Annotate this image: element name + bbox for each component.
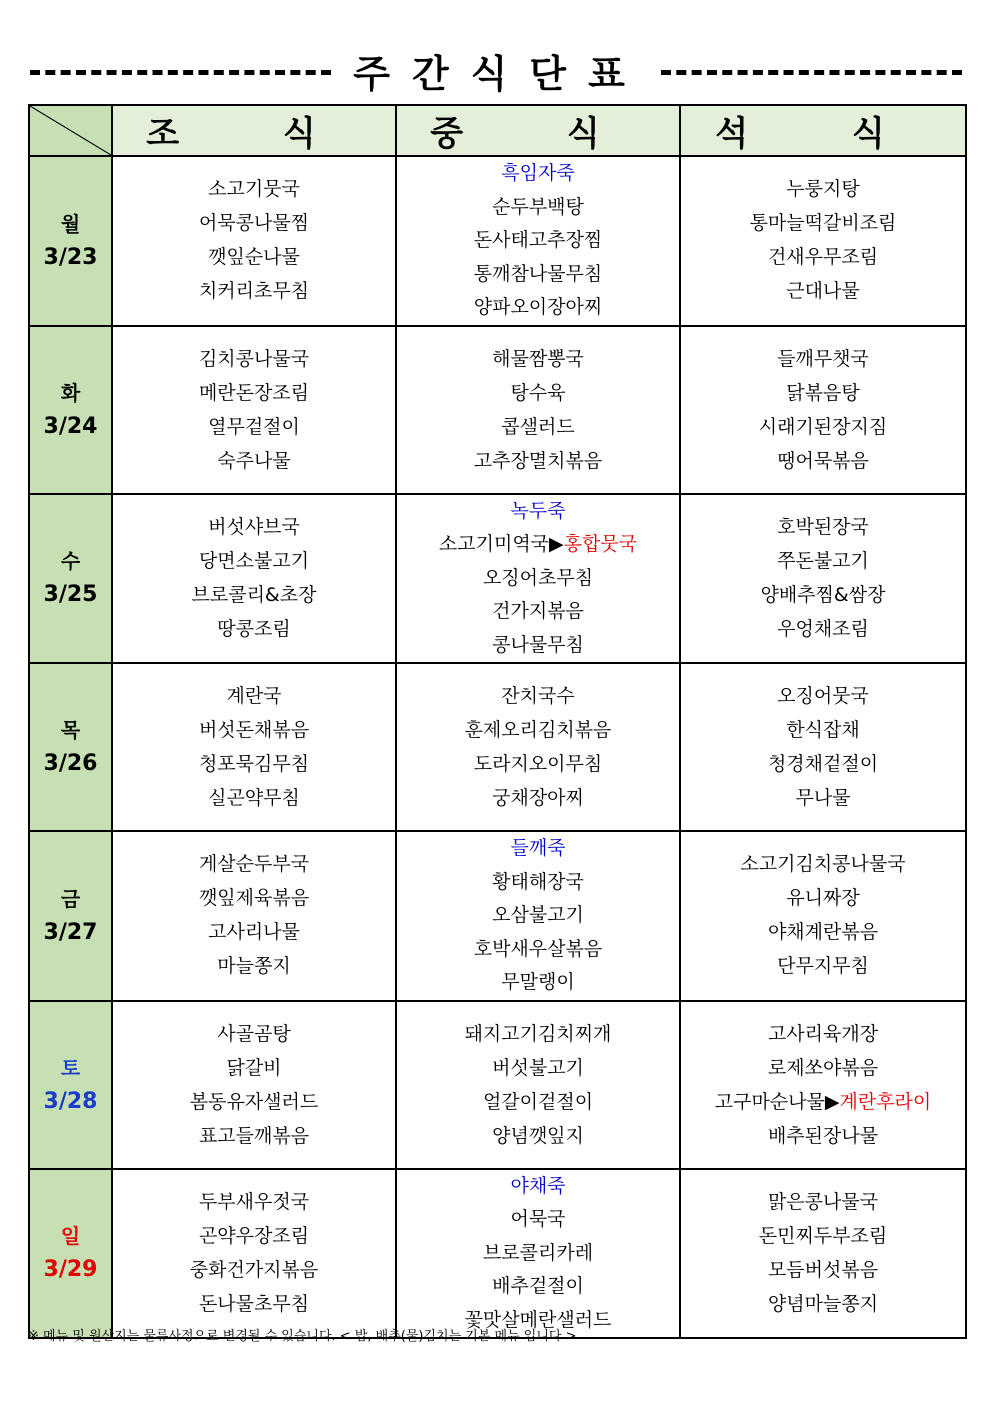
- menu-item: 로제쏘야볶음: [767, 1056, 879, 1079]
- day-date: 3/23: [43, 244, 98, 270]
- lunch-cell: [396, 1001, 680, 1169]
- day-cell: [29, 1169, 112, 1339]
- breakfast-cell: [112, 1001, 396, 1169]
- menu-item: 양파오이장아찌: [473, 296, 603, 318]
- menu-item: 돈나물초무침: [198, 1292, 310, 1315]
- table-row: [29, 831, 966, 1001]
- dinner-menu-list: [681, 664, 965, 815]
- menu-item: 오삼불고기: [492, 904, 584, 926]
- table-row: [29, 1001, 966, 1169]
- menu-item: 한식잡채: [786, 719, 860, 741]
- menu-item: 맑은콩나물국: [767, 1190, 879, 1213]
- lunch-menu-list: [397, 664, 679, 815]
- lunch-cell: [396, 326, 680, 494]
- menu-item: 열무겉절이: [208, 415, 300, 438]
- menu-item: [439, 528, 637, 562]
- menu-item: 돼지고기김치찌개: [464, 1022, 612, 1045]
- title-dash-right: [661, 70, 962, 75]
- dinner-menu-list: [681, 327, 965, 478]
- menu-item: 청포묵김무침: [198, 753, 310, 775]
- menu-item: 어묵국: [510, 1208, 566, 1230]
- menu-item: 실곤약무침: [208, 787, 300, 809]
- menu-item: 건가지볶음: [492, 600, 584, 622]
- menu-item: 호박새우살볶음: [473, 937, 603, 960]
- menu-item: 고추장멸치볶음: [473, 449, 603, 472]
- menu-item: 곤약우장조림: [198, 1224, 310, 1247]
- menu-item: 양념깻잎지: [492, 1124, 584, 1147]
- menu-item: 잔치국수: [501, 685, 575, 707]
- menu-item: 유니짜장: [786, 887, 860, 909]
- menu-item: 두부새우젓국: [198, 1190, 310, 1213]
- lunch-cell: [396, 156, 680, 326]
- menu-item: 어묵콩나물찜: [198, 212, 310, 234]
- day-cell: [29, 663, 112, 831]
- day-date: 3/25: [43, 582, 98, 608]
- weekly-menu-table: [28, 104, 967, 1339]
- day-name: 월: [60, 211, 81, 236]
- menu-item: 돈사태고추장찜: [473, 229, 603, 251]
- day-date: 3/29: [43, 1257, 98, 1283]
- menu-item: 청경채겉절이: [767, 753, 879, 775]
- page-title: 주간식단표: [353, 51, 647, 96]
- menu-item: 건새우무조림: [767, 246, 879, 268]
- menu-item: 콥샐러드: [501, 415, 575, 438]
- menu-item: 탕수육: [510, 381, 566, 404]
- dinner-cell: [680, 494, 966, 664]
- menu-item: 무말랭이: [501, 971, 575, 993]
- breakfast-cell: [112, 831, 396, 1001]
- menu-item: 계란국: [226, 685, 282, 707]
- menu-item: 야채계란볶음: [767, 921, 879, 943]
- day-date: 3/24: [43, 413, 98, 439]
- table-row: [29, 494, 966, 664]
- breakfast-menu-list: [113, 1002, 395, 1153]
- corner-cell: [29, 105, 112, 156]
- menu-item: 무나물: [795, 787, 851, 809]
- menu-item: 게살순두부국: [198, 853, 310, 875]
- menu-item: 고사리육개장: [767, 1022, 879, 1045]
- lunch-menu-list: [397, 1002, 679, 1153]
- lunch-menu-list: [397, 495, 679, 663]
- menu-item: 들깨무챗국: [777, 347, 869, 370]
- menu-item: 숙주나물: [217, 449, 291, 472]
- day-name: 수: [60, 549, 81, 574]
- menu-item: 버섯불고기: [492, 1056, 584, 1079]
- breakfast-cell: [112, 494, 396, 664]
- menu-item: 봄동유자샐러드: [189, 1090, 319, 1113]
- breakfast-menu-list: [113, 832, 395, 983]
- menu-item: 치커리초무침: [198, 280, 310, 302]
- breakfast-cell: [112, 663, 396, 831]
- menu-item-original: 소고기미역국▶: [438, 533, 564, 555]
- table-row: [29, 663, 966, 831]
- day-name: 금: [60, 886, 81, 911]
- dinner-cell: [680, 1169, 966, 1339]
- day-cell: [29, 1001, 112, 1169]
- lunch-menu-list: [397, 157, 679, 325]
- header-dinner: 석 식: [680, 105, 966, 156]
- menu-item: 표고들깨볶음: [198, 1124, 310, 1147]
- menu-item: 버섯돈채볶음: [198, 719, 310, 741]
- day-cell: [29, 494, 112, 664]
- menu-item: 단무지무침: [777, 955, 869, 977]
- menu-item: 배추된장나물: [767, 1124, 879, 1147]
- lunch-menu-list: [397, 832, 679, 1000]
- menu-item: 당면소불고기: [198, 549, 310, 572]
- breakfast-menu-list: [113, 1170, 395, 1321]
- day-cell: [29, 156, 112, 326]
- menu-item: 깻잎제육볶음: [198, 887, 310, 909]
- menu-item: 시래기된장지짐: [758, 415, 888, 438]
- table-row: [29, 156, 966, 326]
- lunch-cell: [396, 663, 680, 831]
- menu-item: 통깨참나물무침: [473, 262, 603, 285]
- dinner-cell: [680, 326, 966, 494]
- menu-item: 꽃맛살메란샐러드: [464, 1308, 612, 1331]
- footnote: ※ 메뉴 및 원산지는 물류사정으로 변경될 수 있습니다. < 밥, 배추(물)김치는 기본 메뉴 입니다 >: [28, 1329, 577, 1344]
- menu-item: 닭볶음탕: [786, 381, 860, 404]
- table-row: [29, 326, 966, 494]
- dinner-cell: [680, 831, 966, 1001]
- menu-item: 오징어뭇국: [777, 685, 869, 707]
- diagonal-line-icon: [30, 106, 111, 155]
- breakfast-menu-list: [113, 157, 395, 308]
- menu-item: 훈제오리김치볶음: [464, 719, 612, 741]
- menu-item: 흑임자죽: [501, 162, 575, 184]
- lunch-cell: [396, 831, 680, 1001]
- dinner-menu-list: [681, 1002, 965, 1153]
- menu-item: 소고기뭇국: [208, 178, 300, 200]
- menu-item: 소고기김치콩나물국: [740, 853, 906, 875]
- menu-item: 우엉채조림: [777, 617, 869, 640]
- menu-item-substitute: 계란후라이: [839, 1090, 932, 1113]
- day-date: 3/28: [43, 1088, 98, 1114]
- menu-item: 양념마늘쫑지: [767, 1292, 879, 1315]
- day-name: 목: [60, 718, 81, 742]
- menu-item: 콩나물무침: [492, 633, 584, 656]
- day-name: 화: [60, 380, 81, 405]
- breakfast-menu-list: [113, 327, 395, 478]
- menu-item: 궁채장아찌: [492, 787, 584, 809]
- menu-item: 고사리나물: [208, 921, 300, 943]
- menu-item: 누룽지탕: [786, 178, 860, 200]
- day-date: 3/27: [43, 919, 98, 945]
- menu-item: 통마늘떡갈비조림: [749, 212, 897, 234]
- page-title-bar: [30, 45, 962, 95]
- menu-item: 근대나물: [786, 280, 860, 302]
- menu-item: 브로콜리카레: [482, 1241, 594, 1264]
- menu-item: 돈민찌두부조림: [758, 1224, 888, 1247]
- dinner-menu-list: [681, 157, 965, 308]
- menu-item: 해물짬뽕국: [492, 347, 584, 370]
- menu-item: 쭈돈불고기: [777, 549, 869, 572]
- lunch-cell: [396, 494, 680, 664]
- menu-item: 순두부백탕: [492, 195, 584, 218]
- day-cell: [29, 831, 112, 1001]
- menu-item: 사골곰탕: [217, 1022, 291, 1045]
- menu-item: 배추겉절이: [492, 1275, 584, 1297]
- menu-item: 중화건가지볶음: [189, 1258, 319, 1281]
- breakfast-menu-list: [113, 495, 395, 646]
- day-cell: [29, 326, 112, 494]
- menu-item: 얼갈이겉절이: [482, 1090, 594, 1113]
- breakfast-cell: [112, 156, 396, 326]
- menu-item: 브로콜리&초장: [191, 583, 317, 606]
- lunch-menu-list: [397, 327, 679, 478]
- menu-item-original: 고구마순나물▶: [714, 1090, 840, 1113]
- lunch-cell: [396, 1169, 680, 1339]
- day-name: 일: [60, 1224, 81, 1249]
- menu-item: 녹두죽: [510, 499, 566, 522]
- menu-item: 버섯샤브국: [208, 515, 300, 538]
- menu-item: 오징어초무침: [482, 566, 594, 589]
- menu-item: 모듬버섯볶음: [767, 1258, 879, 1281]
- menu-item: 깻잎순나물: [208, 246, 300, 268]
- menu-item: 들깨죽: [510, 837, 566, 859]
- menu-item: 메란돈장조림: [198, 381, 310, 404]
- breakfast-menu-list: [113, 664, 395, 815]
- breakfast-cell: [112, 326, 396, 494]
- menu-item: 김치콩나물국: [198, 347, 310, 370]
- breakfast-cell: [112, 1169, 396, 1339]
- header-lunch: 중 식: [396, 105, 680, 156]
- menu-item-substitute: 홍합뭇국: [563, 533, 638, 555]
- menu-item: 야채죽: [510, 1174, 566, 1197]
- menu-item: [715, 1085, 932, 1119]
- day-date: 3/26: [43, 751, 98, 776]
- header-breakfast: 조 식: [112, 105, 396, 156]
- dinner-cell: [680, 663, 966, 831]
- day-name: 토: [60, 1055, 81, 1080]
- dinner-menu-list: [681, 1170, 965, 1321]
- dinner-cell: [680, 1001, 966, 1169]
- dinner-menu-list: [681, 832, 965, 983]
- menu-item: 도라지오이무침: [473, 753, 603, 775]
- table-row: [29, 1169, 966, 1339]
- menu-body: [29, 156, 966, 1338]
- dinner-menu-list: [681, 495, 965, 646]
- menu-item: 닭갈비: [226, 1056, 282, 1079]
- menu-item: 땅콩조림: [217, 617, 291, 640]
- menu-item: 마늘쫑지: [217, 955, 291, 977]
- lunch-menu-list: [397, 1170, 679, 1338]
- menu-item: 양배추찜&쌈장: [760, 583, 886, 606]
- menu-item: 땡어묵볶음: [777, 449, 869, 472]
- menu-item: 호박된장국: [777, 515, 869, 538]
- dinner-cell: [680, 156, 966, 326]
- menu-item: 황태해장국: [492, 870, 584, 893]
- title-dash-left: [30, 70, 331, 75]
